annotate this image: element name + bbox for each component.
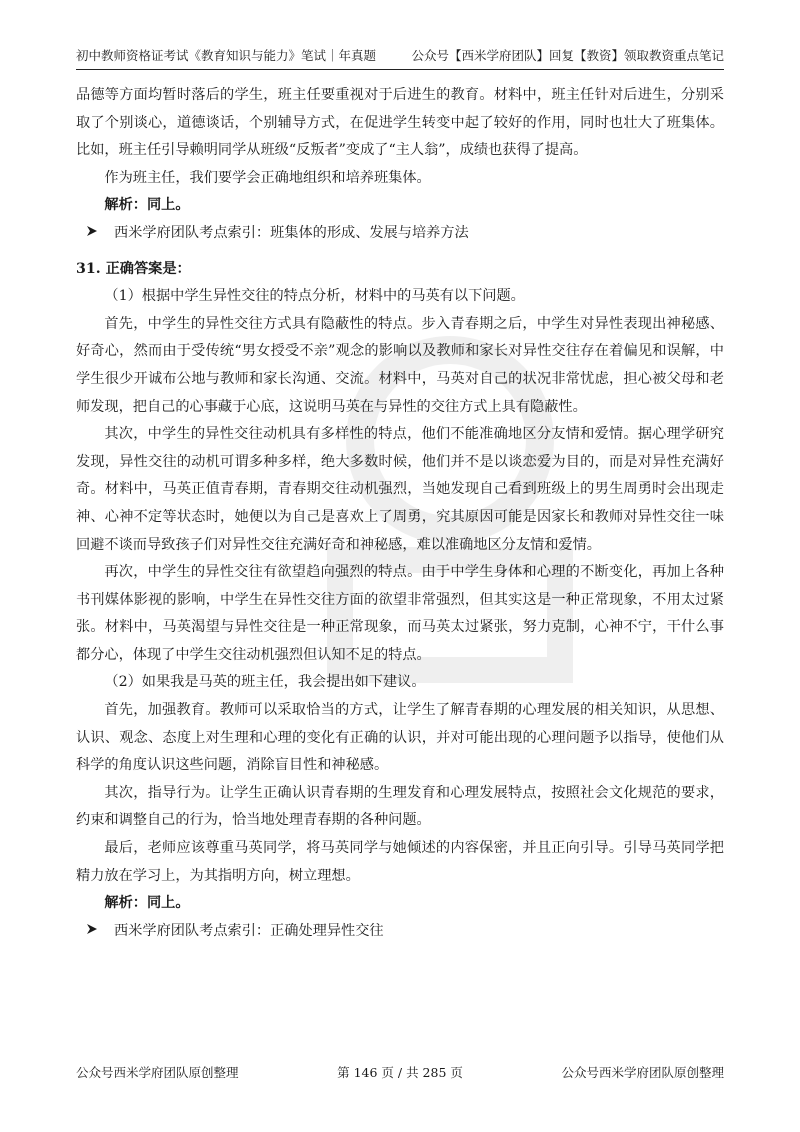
paragraph: 作为班主任，我们要学会正确地组织和培养班集体。 <box>104 169 431 186</box>
paragraph: 品德等方面均暂时落后的学生，班主任要重视对于后进生的教育。材料中，班主任针对后进生，分别采取了个别谈心，道德谈话，个别辅导方式，在促进学生转变中起了较好的作用，同时也壮大了班集体。比如，班主任引导赖明同学从班级“反叛者”变成了“主人翁”，成绩也获得了提高。 <box>76 87 724 159</box>
header-left-title: 初中教师资格证考试《教育知识与能力》笔试｜年真题 <box>76 48 377 63</box>
paragraph: 其次，中学生的异性交往动机具有多样性的特点，他们不能准确地区分友情和爱情。据心理学研究发现，异性交往的动机可谓多种多样，绝大多数时候，他们并不是以谈恋爱为目的，而是对异性充满好奇。材料中，马英正值青春期，青春期交往动机强烈，当她发现自己看到班级上的男生周勇时会出现走神、心神不定等状态时，她便以为自己是喜欢上了周勇，究其原因可能是因家长和教师对异性交往一味回避不谈而导致孩子们对异性交往充满好奇和神秘感，难以准确地区分友情和爱情。 <box>76 426 724 553</box>
footer-right: 公众号西米学府团队原创整理 <box>561 1065 724 1080</box>
knowledge-point-bullet <box>76 220 724 248</box>
document-body <box>76 82 724 945</box>
question-answer-title: 31. 正确答案是： <box>76 260 191 277</box>
page-header <box>76 46 724 70</box>
arrowhead-right-icon <box>86 220 114 248</box>
analysis-label: 解析：同上。 <box>104 197 190 214</box>
sub-heading: （1）根据中学生异性交往的特点分析，材料中的马英有以下问题。 <box>104 288 525 305</box>
paragraph: 最后，老师应该尊重马英同学，将马英同学与她倾述的内容保密，并且正向引导。引导马英同学把精力放在学习上，为其指明方向，树立理想。 <box>76 840 724 884</box>
paragraph: 再次，中学生的异性交往有欲望趋向强烈的特点。由于中学生身体和心理的不断变化，再加上各种书刊媒体影视的影响，中学生在异性交往方面的欲望非常强烈，但其实这是一种正常现象，不用太过紧张。材料中，马英渴望与异性交往是一种正常现象，而马英太过紧张，努力克制，心神不宁，干什么事都分心，体现了中学生交往动机强烈但认知不足的特点。 <box>76 564 724 663</box>
arrowhead-right-icon <box>86 918 114 946</box>
sub-heading: （2）如果我是马英的班主任，我会提出如下建议。 <box>104 674 426 691</box>
footer-left: 公众号西米学府团队原创整理 <box>76 1065 239 1080</box>
paragraph: 其次，指导行为。让学生正确认识青春期的生理发育和心理发展特点，按照社会文化规范的要求，约束和调整自己的行为，恰当地处理青春期的各种问题。 <box>76 784 724 829</box>
paragraph: 首先，加强教育。教师可以采取恰当的方式，让学生了解青春期的心理发展的相关知识，从思想、认识、观念、态度上对生理和心理的变化有正确的认识，并对可能出现的心理问题予以指导，使他们从科学的角度认识这些问题，消除盲目性和神秘感。 <box>76 702 724 774</box>
paragraph: 首先，中学生的异性交往方式具有隐蔽性的特点。步入青春期之后，中学生对异性表现出神秘感、好奇心，然而由于受传统“男女授受不亲”观念的影响以及教师和家长对异性交往存在着偏见和误解，中学生很少开诚布公地与教师和家长沟通、交流。材料中，马英对自己的状况非常忧虑，担心被父母和老师发现，把自己的心事藏于心底，这说明马英在与异性的交往方式上具有隐蔽性。 <box>76 315 724 415</box>
page-number: 第 146 页 / 共 285 页 <box>337 1065 463 1080</box>
header-right-promo: 公众号【西米学府团队】回复【教资】领取教资重点笔记 <box>411 48 724 63</box>
bullet-text: 西米学府团队考点索引：正确处理异性交往 <box>114 922 384 939</box>
analysis-label: 解析：同上。 <box>104 895 190 912</box>
knowledge-point-bullet <box>76 918 724 946</box>
page-footer <box>76 1063 724 1081</box>
bullet-text: 西米学府团队考点索引：班集体的形成、发展与培养方法 <box>114 224 469 241</box>
